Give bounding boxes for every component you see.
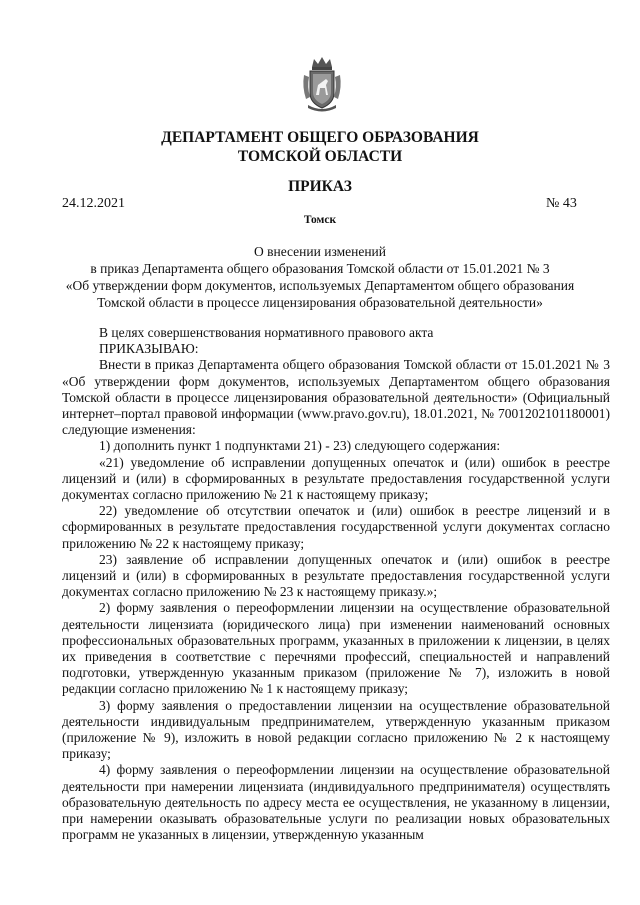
department-name-line2: ТОМСКОЙ ОБЛАСТИ: [237, 148, 403, 165]
body-paragraph: 23) заявление об исправлении допущенных опечаток и (или) ошибок в реестре лицензий и (или) в сформированных в результате предоставления государственной услуги документах согласно приложению № 23 к настоящему приказу.»;: [62, 551, 610, 600]
document-type-title: ПРИКАЗ: [288, 178, 352, 195]
subject-line: в приказ Департамента общего образования Томской области от 15.01.2021 № 3: [90, 261, 550, 276]
order-date: 24.12.2021: [62, 196, 125, 211]
body-paragraph: 2) форму заявления о переоформлении лицензии на осуществление образовательной деятельности лицензиата (юридического лица) при изменении наименований основных профессиональных образовательных программ, указанных в приложении к лицензии, в целях их приведения в соответствие с перечнями профессий, специальностей и направлений подготовки, утвержденную указанным приказом (приложение № 7), изложить в новой редакции согласно приложению № 1 к настоящему приказу;: [62, 600, 610, 697]
body-paragraph: 22) уведомление об отсутствии опечаток и (или) ошибок в реестре лицензий и в сформированных в результате предоставления государственной услуги документах согласно приложению № 22 к настоящему приказу;: [62, 503, 610, 551]
order-number: № 43: [546, 196, 577, 211]
body-paragraph: В целях совершенствования нормативного правового акта: [99, 325, 434, 340]
body-paragraph: 4) форму заявления о переоформлении лицензии на осуществление образовательной деятельности при намерении лицензиата (индивидуального предпринимателя) осуществлять образовательную деятельность по адресу места ее осуществления, не указанному в лицензии, при намерении оказывать образовательные услуги по реализации новых образовательных программ не указанных в лицензии, утвержденную указанным: [62, 762, 610, 843]
coat-of-arms-icon: [302, 55, 342, 113]
body-paragraph: 3) форму заявления о предоставлении лицензии на осуществление образовательной деятельности индивидуальным предпринимателем, утвержденную указанным приказом (приложение № 9), изложить в новой редакции согласно приложению № 2 к настоящему приказу;: [62, 697, 610, 762]
body-paragraph: 1) дополнить пункт 1 подпунктами 21) - 23) следующего содержания:: [99, 438, 501, 454]
order-directive: ПРИКАЗЫВАЮ:: [99, 341, 199, 357]
body-paragraph: Внести в приказ Департамента общего образования Томской области от 15.01.2021 № 3 «Об утверждении форм документов, используемых Департаментом общего образования Томской области в процессе лицензирования образовательной деятельности» (Официальный интернет–портал правовой информации (www.pravo.gov.ru), 18.01.2021, № 7001202101180001) следующие изменения:: [62, 357, 610, 438]
subject-line: О внесении изменений: [253, 244, 387, 259]
city-name: Томск: [303, 214, 337, 226]
subject-line: «Об утверждении форм документов, используемых Департаментом общего образования: [65, 278, 575, 293]
body-paragraph: «21) уведомление об исправлении допущенных опечаток и (или) ошибок в реестре лицензий и (или) в сформированных в результате предоставления государственной услуги документах согласно приложению № 21 к настоящему приказу;: [62, 454, 610, 503]
order-body: [62, 325, 610, 844]
department-name-line1: ДЕПАРТАМЕНТ ОБЩЕГО ОБРАЗОВАНИЯ: [161, 129, 479, 146]
subject-line: Томской области в процессе лицензирования образовательной деятельности»: [97, 295, 543, 310]
order-subject: [40, 243, 600, 311]
